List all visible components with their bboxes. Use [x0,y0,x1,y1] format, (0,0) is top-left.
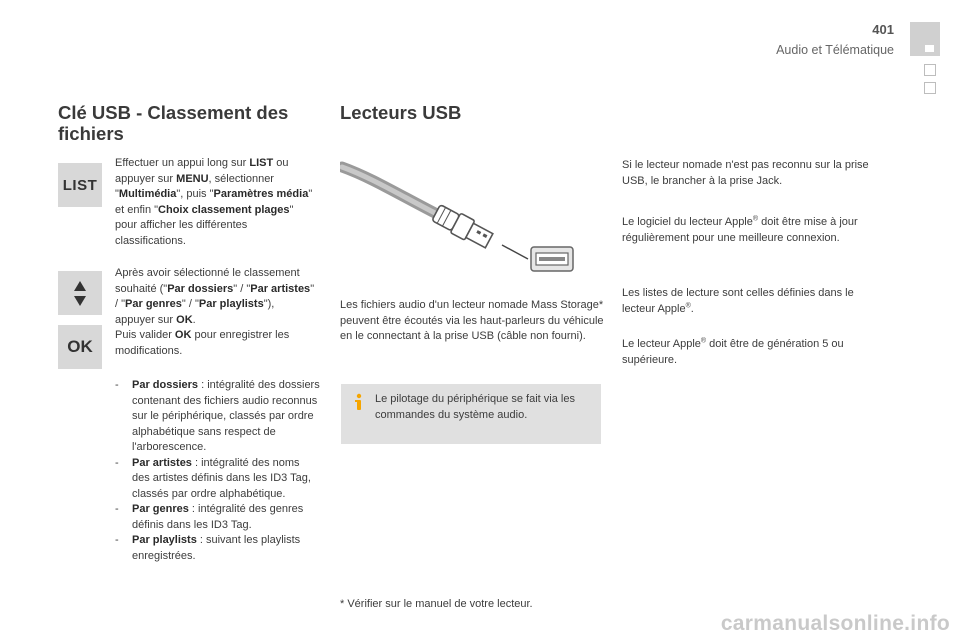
section-title: Audio et Télématique [776,43,894,57]
paragraph-jack: Si le lecteur nomade n'est pas reconnu sur la prise USB, le brancher à la prise Jack. [622,159,869,187]
ok-button-icon: OK [58,325,102,369]
chapter-tab-icon [924,82,936,94]
chapter-tab-icon [910,22,940,56]
heading-cle-usb: Clé USB - Classement des fichiers [58,102,289,144]
list-item: - Par artistes : intégralité des noms des artistes définis dans les ID3 Tag, classés par ordre alphabétique. [115,456,311,500]
up-down-arrows-icon [58,271,102,315]
paragraph-list-instructions: Effectuer un appui long sur LIST ou appuyer sur MENU, sélectionner "Multimédia", puis "Paramètres média" et enfin "Choix classement plages" pour afficher les différentes classifications. [115,157,313,247]
footnote: * Vérifier sur le manuel de votre lecteur. [340,598,533,610]
paragraph-lecteur-nomade: Les fichiers audio d'un lecteur nomade Mass Storage* peuvent être écoutés via les haut-parleurs du véhicule en le connectant à la prise USB (câble non fourni). [340,299,604,342]
list-button-icon: LIST [58,163,102,207]
paragraph-logiciel-apple: Le logiciel du lecteur Apple® doit être mise à jour régulièrement pour une meilleure connexion. [622,215,858,244]
classification-list [115,378,320,564]
paragraph-classement: Après avoir sélectionné le classement souhaité ("Par dossiers" / "Par artistes" / "Par genres" / "Par playlists"), appuyer sur OK. Puis valider OK pour enregistrer les modifications. [115,267,315,357]
usb-plug-illustration [340,155,610,285]
info-note-text: Le pilotage du périphérique se fait via les commandes du système audio. [375,393,575,421]
heading-lecteurs-usb: Lecteurs USB [340,102,462,123]
paragraph-listes-lecture: Les listes de lecture sont celles définies dans le lecteur Apple®. [622,287,854,315]
chapter-tab-icon [924,64,936,76]
list-item: - Par dossiers : intégralité des dossiers contenant des fichiers audio reconnus sur le périphérique, classés par ordre alphabétique sans respect de l'arborescence. [115,379,320,453]
list-item: - Par playlists : suivant les playlists enregistrées. [115,534,301,562]
page-number: 401 [872,22,894,37]
watermark: carmanualsonline.info [720,612,950,635]
paragraph-generation: Le lecteur Apple® doit être de génération 5 ou supérieure. [622,337,844,366]
info-note-box [341,384,601,444]
info-icon [351,393,367,411]
list-item: - Par genres : intégralité des genres définis dans les ID3 Tag. [115,503,304,531]
